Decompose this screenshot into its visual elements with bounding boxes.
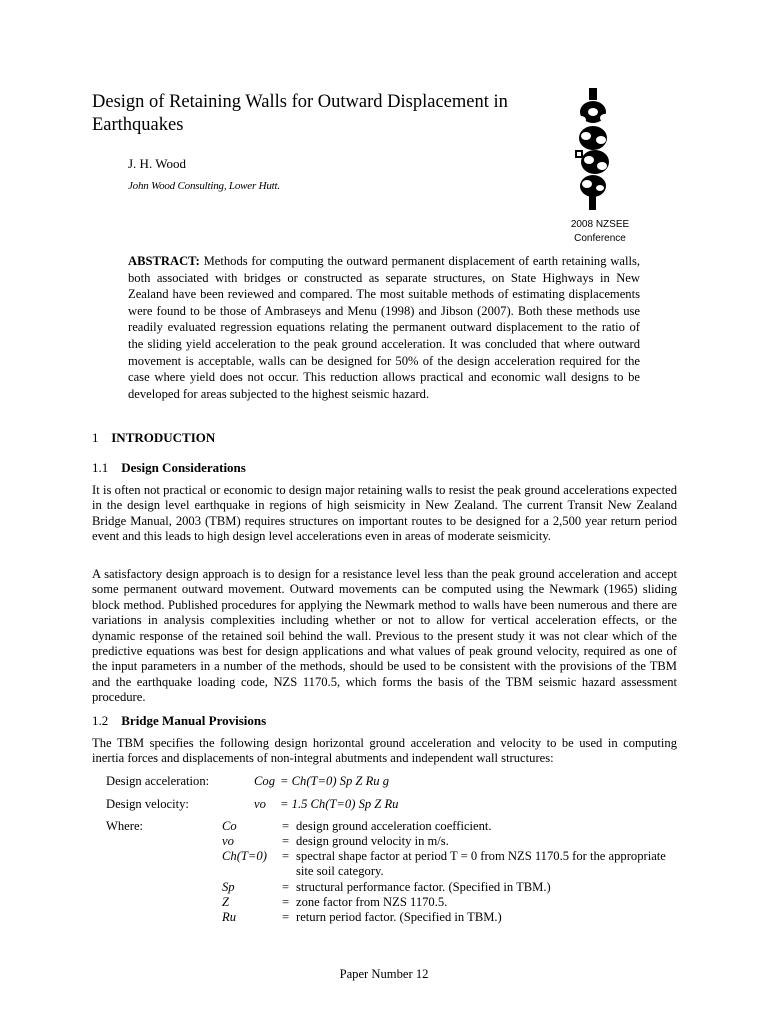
def-description: spectral shape factor at period T = 0 from NZS 1170.5 for the appropriate site soil category. (296, 849, 666, 878)
subsection-number: 1.2 (92, 713, 109, 728)
abstract-label: ABSTRACT: (128, 254, 200, 268)
def-description: zone factor from NZS 1170.5. (296, 895, 448, 909)
velocity-symbol: vo (254, 797, 266, 811)
abstract (128, 253, 640, 402)
paper-title: Design of Retaining Walls for Outward Displacement in Earthquakes (92, 92, 508, 135)
def-description: design ground velocity in m/s. (296, 834, 449, 848)
author-name: J. H. Wood (128, 156, 186, 171)
paragraph-3: The TBM specifies the following design horizontal ground acceleration and velocity to be used in computing inertia forces and displacements of non-integral abutments and independent wall structures: (92, 736, 677, 766)
conference-line-2: Conference (574, 233, 626, 244)
def-equals: = (282, 895, 290, 909)
subsection-title: Design Considerations (121, 460, 246, 475)
abstract-text: Methods for computing the outward permanent displacement of earth retaining walls, both associated with bridges or constructed as separate structures, on State Highways in New Zealand have been reviewed and compared. The most suitable methods of estimating displacements were found to be those of Ambraseys and Menu (1998) and Jibson (2007). Both these methods use readily evaluated regression equations relating the permanent outward displacement to the ratio of the sliding yield acceleration to the peak ground acceleration. It was concluded that where outward movement is acceptable, walls can be designed for 50% of the design acceleration required for the case where yield does not occur. This reduction allows practical and economic wall designs to be developed for areas subjected to the highest seismic hazard. (128, 254, 641, 401)
subsection-title: Bridge Manual Provisions (121, 713, 267, 728)
velocity-formula: = 1.5 Ch(T=0) Sp Z Ru (280, 797, 399, 811)
def-equals: = (282, 910, 290, 924)
def-symbol: Co (222, 819, 237, 833)
subsection-number: 1.1 (92, 460, 109, 475)
conference-line-1: 2008 NZSEE (570, 219, 630, 230)
section-heading-introduction (92, 430, 215, 446)
def-symbol: Sp (222, 880, 235, 894)
subsection-heading-bridge-manual (92, 713, 266, 729)
accel-symbol: Cog (254, 774, 275, 788)
def-symbol: Ch(T=0) (222, 849, 267, 863)
def-symbol: vo (222, 834, 234, 848)
def-equals: = (282, 849, 290, 863)
section-title: INTRODUCTION (111, 430, 216, 445)
def-description: design ground acceleration coefficient. (296, 819, 492, 833)
subsection-heading-design-considerations (92, 460, 246, 476)
def-equals: = (282, 819, 290, 833)
velocity-label: Design velocity: (106, 797, 189, 811)
page-footer: Paper Number 12 (339, 967, 429, 981)
accel-formula: = Ch(T=0) Sp Z Ru g (280, 774, 390, 788)
nzsee-logo-icon (565, 88, 620, 210)
paragraph-1: It is often not practical or economic to design major retaining walls to resist the peak ground accelerations expected in the design level earthquake in regions of high seismicity in New Zealand. The current Transit New Zealand Bridge Manual, 2003 (TBM) requires structures on important routes to be designed for a 2,500 year return period event and this leads to high design level accelerations even in areas of moderate seismicity. (92, 483, 677, 544)
def-equals: = (282, 880, 290, 894)
def-equals: = (282, 834, 290, 848)
def-description: return period factor. (Specified in TBM.) (296, 910, 502, 924)
author-affiliation: John Wood Consulting, Lower Hutt. (128, 180, 280, 192)
section-number: 1 (92, 430, 99, 445)
def-description: structural performance factor. (Specified in TBM.) (296, 880, 551, 894)
def-symbol: Ru (222, 910, 236, 924)
def-symbol: Z (222, 895, 230, 909)
conference-label (560, 218, 640, 246)
paragraph-2: A satisfactory design approach is to design for a resistance level less than the peak ground acceleration and accept some permanent outward movement. Outward movements can be computed using the Newmark (1965) sliding block method. Published procedures for applying the Newmark method to walls have been numerous and there are variations in analysis complexities including whether or not to allow for vertical acceleration effects, or the dynamic response of the retained soil behind the wall. Previous to the present study it was not clear which of the predictive equations was best for design applications and what values of peak ground velocity, required as one of the input parameters in a number of the methods, should be used to be consistent with the provisions of the TBM and the earthquake loading code, NZS 1170.5, which forms the basis of the TBM seismic hazard assessment procedure. (92, 567, 677, 705)
accel-label: Design acceleration: (106, 774, 210, 788)
where-label: Where: (106, 819, 144, 833)
